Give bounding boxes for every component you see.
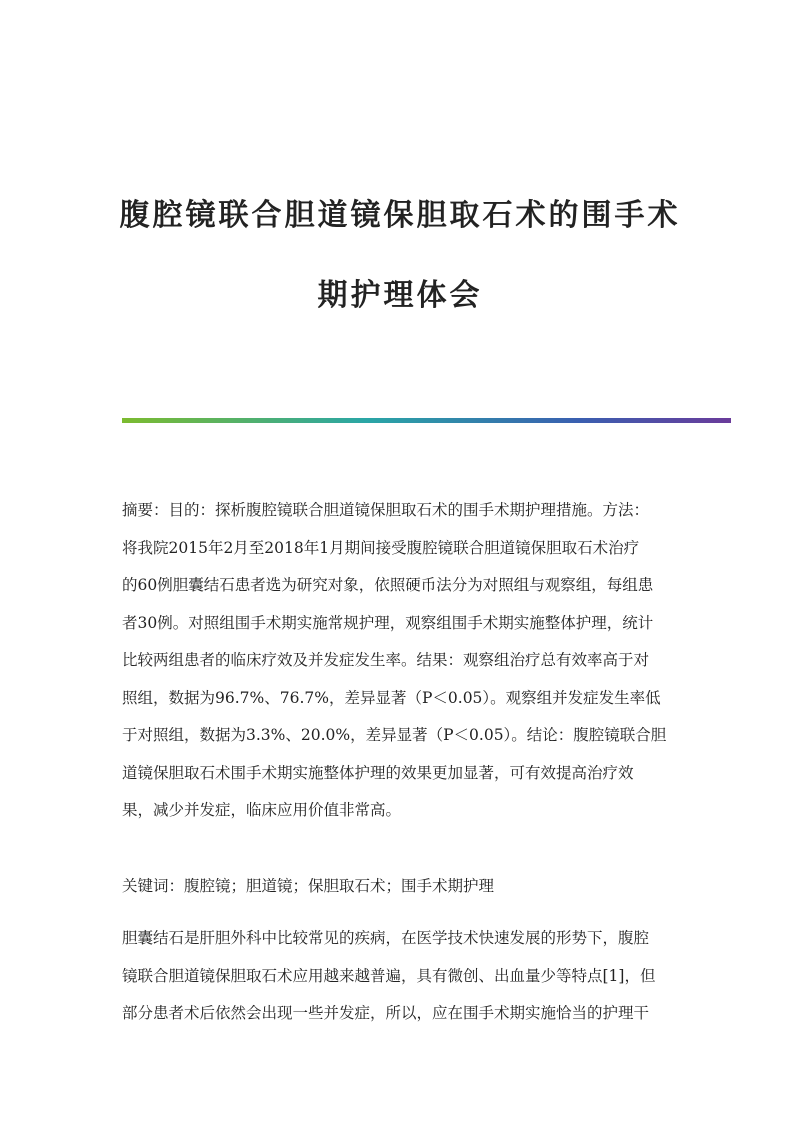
body-line: 胆囊结石是肝胆外科中比较常见的疾病，在医学技术快速发展的形势下，腹腔 [122, 929, 650, 947]
abstract-line: 道镜保胆取石术围手术期实施整体护理的效果更加显著，可有效提高治疗效 [122, 763, 634, 782]
abstract-line: 照组，数据为96.7%、76.7%，差异显著（P＜0.05）。观察组并发症发生率低 [122, 688, 661, 707]
abstract-line: 于对照组，数据为3.3%、20.0%，差异显著（P＜0.05）。结论：腹腔镜联合胆 [122, 726, 667, 744]
abstract-line: 的60例胆囊结石患者选为研究对象，依照硬币法分为对照组与观察组，每组患 [122, 576, 654, 594]
abstract [122, 492, 682, 830]
abstract-line: 者30例。对照组围手术期实施常规护理，观察组围手术期实施整体护理，统计 [122, 613, 654, 632]
abstract-line: 比较两组患者的临床疗效及并发症发生率。结果：观察组治疗总有效率高于对 [122, 651, 650, 669]
body-line: 部分患者术后依然会出现一些并发症，所以，应在围手术期实施恰当的护理干 [122, 1004, 650, 1022]
abstract-line: 摘要：目的：探析腹腔镜联合胆道镜保胆取石术的围手术期护理措施。方法： [122, 501, 650, 519]
body-paragraph [122, 920, 682, 1033]
keywords: 关键词：腹腔镜；胆道镜；保胆取石术；围手术期护理 [122, 877, 495, 895]
abstract-line: 将我院2015年2月至2018年1月期间接受腹腔镜联合胆道镜保胆取石术治疗 [122, 538, 640, 557]
abstract-line: 果，减少并发症，临床应用价值非常高。 [122, 801, 402, 819]
body-line: 镜联合胆道镜保胆取石术应用越来越普遍，具有微创、出血量少等特点[1]，但 [122, 966, 656, 985]
page-title-line-1: 腹腔镜联合胆道镜保胆取石术的围手术 [119, 198, 681, 233]
gradient-divider [122, 418, 731, 423]
page-title-line-2: 期护理体会 [317, 278, 483, 313]
